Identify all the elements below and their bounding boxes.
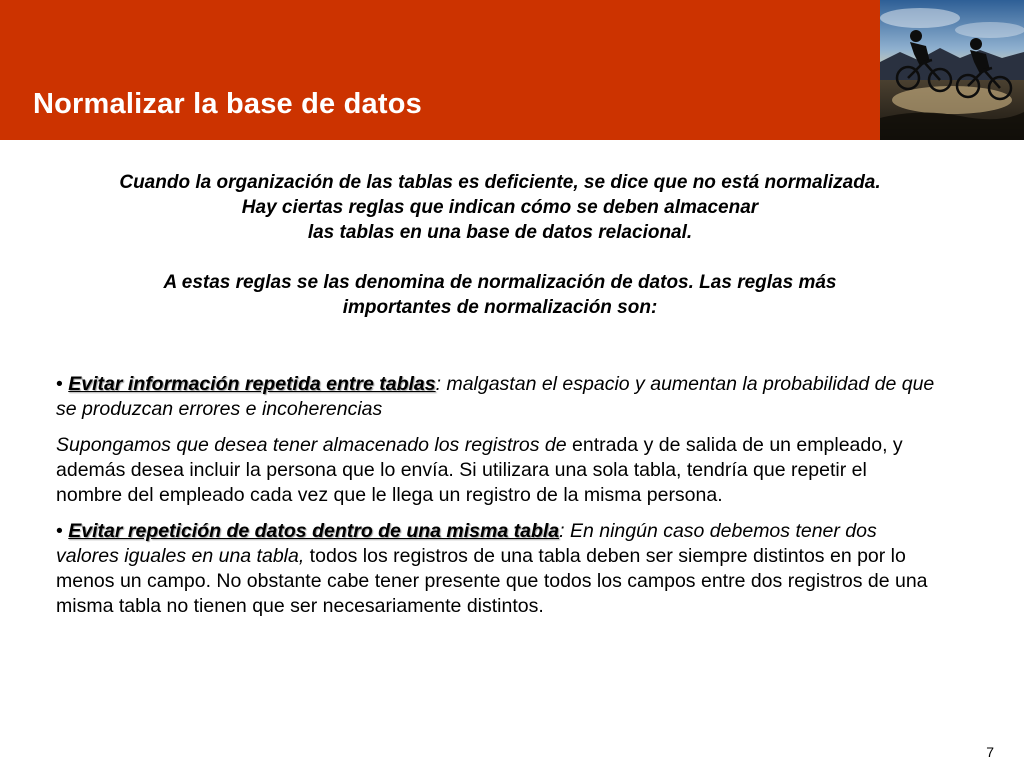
bullet: • <box>56 373 63 395</box>
intro-line: importantes de normalización son: <box>342 297 658 318</box>
intro-line: Cuando la organización de las tablas es deficiente, se dice que no está normalizada. <box>119 172 881 193</box>
example-italic: Supongamos que desea tener almacenado los registros de <box>56 434 567 456</box>
page-number: 7 <box>986 744 994 760</box>
example-paragraph <box>56 433 936 508</box>
rule-text: todos los registros de una tabla deben ser siempre distintos en por lo menos un campo. No obstante cabe tener presente que todos los campos entre dos registros de una misma tabla no tienen que ser necesariamente distintos. <box>56 545 928 617</box>
rule-item <box>56 519 936 619</box>
example-text: entrada y de salida de un empleado, y además desea incluir la persona que lo envía. Si utilizara una sola tabla, tendría que repetir el nombre del empleado cada vez que le llega un registro de la misma persona. <box>56 434 903 506</box>
body-text <box>56 372 936 630</box>
rule-item <box>56 372 936 422</box>
intro-text <box>50 170 950 320</box>
rule-text-italic: : En ningún caso debemos tener dos valores iguales en una tabla, <box>56 520 877 567</box>
rule-lead: Evitar repetición de datos dentro de una misma tabla <box>68 520 560 542</box>
bullet: • <box>56 520 63 542</box>
slide-title: Normalizar la base de datos <box>33 88 422 120</box>
cyclists-photo <box>880 0 1024 140</box>
intro-line: las tablas en una base de datos relacional. <box>307 222 693 243</box>
rule-lead: Evitar información repetida entre tablas <box>68 373 436 395</box>
intro-line: A estas reglas se las denomina de normalización de datos. Las reglas más <box>163 272 837 293</box>
intro-line: Hay ciertas reglas que indican cómo se deben almacenar <box>241 197 759 218</box>
rule-text: : malgastan el espacio y aumentan la probabilidad de que se produzcan errores e incoherencias <box>56 373 935 420</box>
